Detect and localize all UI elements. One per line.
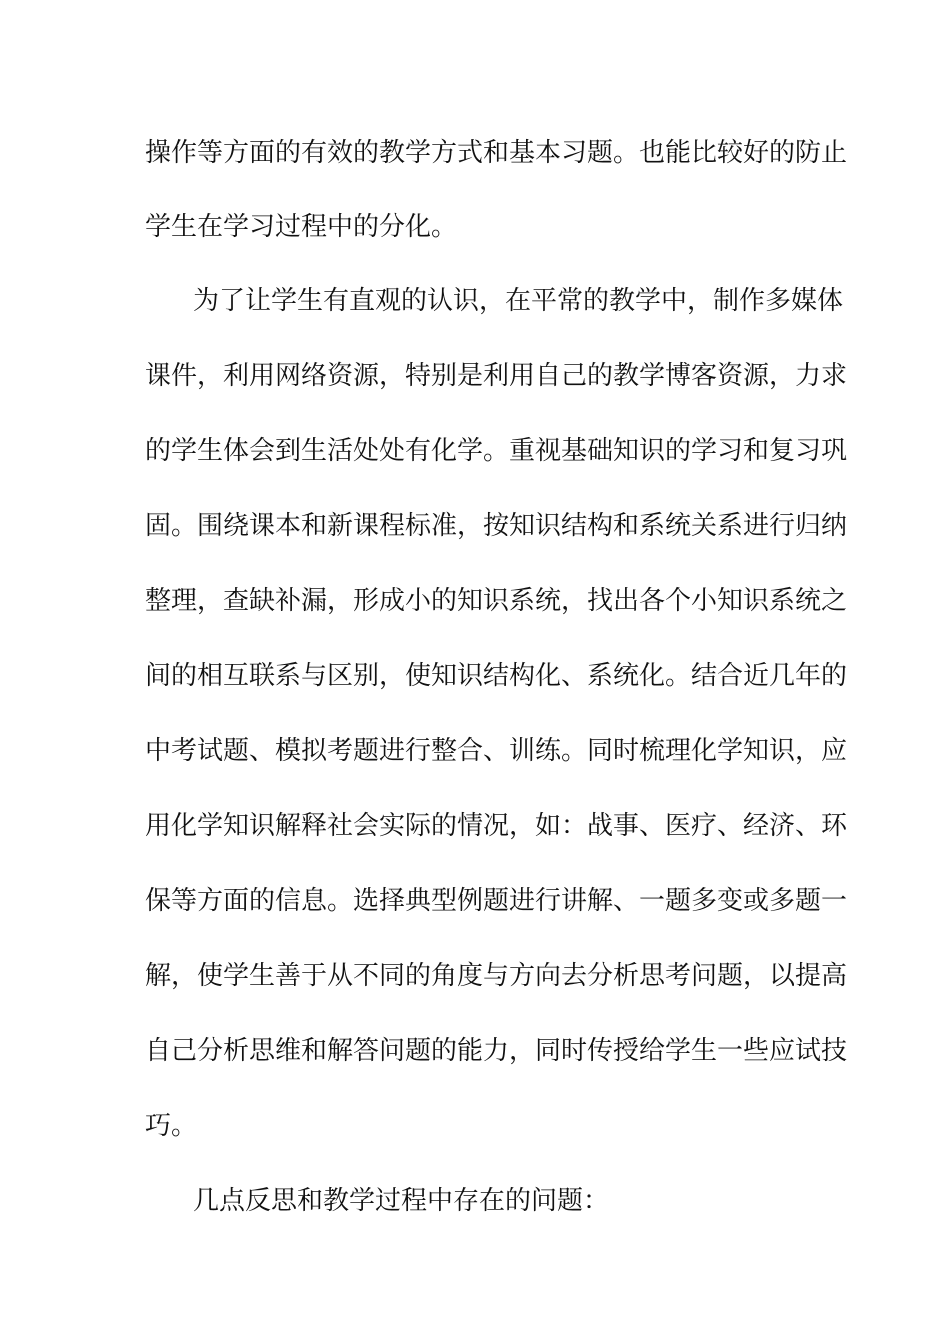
paragraph-line: 中考试题、模拟考题进行整合、训练。同时梳理化学知识，应	[145, 736, 848, 766]
paragraph-line: 课件，利用网络资源，特别是利用自己的教学博客资源，力求	[145, 361, 848, 391]
paragraph-line: 为了让学生有直观的认识，在平常的教学中，制作多媒体	[193, 286, 844, 316]
paragraph-line: 间的相互联系与区别，使知识结构化、系统化。结合近几年的	[145, 661, 848, 691]
paragraph-line: 整理，查缺补漏，形成小的知识系统，找出各个小知识系统之	[145, 586, 848, 616]
paragraph-line: 学生在学习过程中的分化。	[145, 212, 458, 242]
paragraph-line: 操作等方面的有效的教学方式和基本习题。也能比较好的防止	[145, 138, 848, 168]
paragraph-line: 固。围绕课本和新课程标准，按知识结构和系统关系进行归纳	[145, 511, 848, 541]
paragraph-line: 保等方面的信息。选择典型例题进行讲解、一题多变或多题一	[145, 886, 848, 916]
paragraph-line: 用化学知识解释社会实际的情况，如：战事、医疗、经济、环	[145, 811, 848, 841]
section-heading: 几点反思和教学过程中存在的问题：	[193, 1186, 610, 1216]
paragraph-line: 自己分析思维和解答问题的能力，同时传授给学生一些应试技	[145, 1036, 848, 1066]
paragraph-line: 的学生体会到生活处处有化学。重视基础知识的学习和复习巩	[145, 436, 848, 466]
paragraph-line: 解，使学生善于从不同的角度与方向去分析思考问题，以提高	[145, 961, 848, 991]
paragraph-line: 巧。	[145, 1111, 198, 1141]
